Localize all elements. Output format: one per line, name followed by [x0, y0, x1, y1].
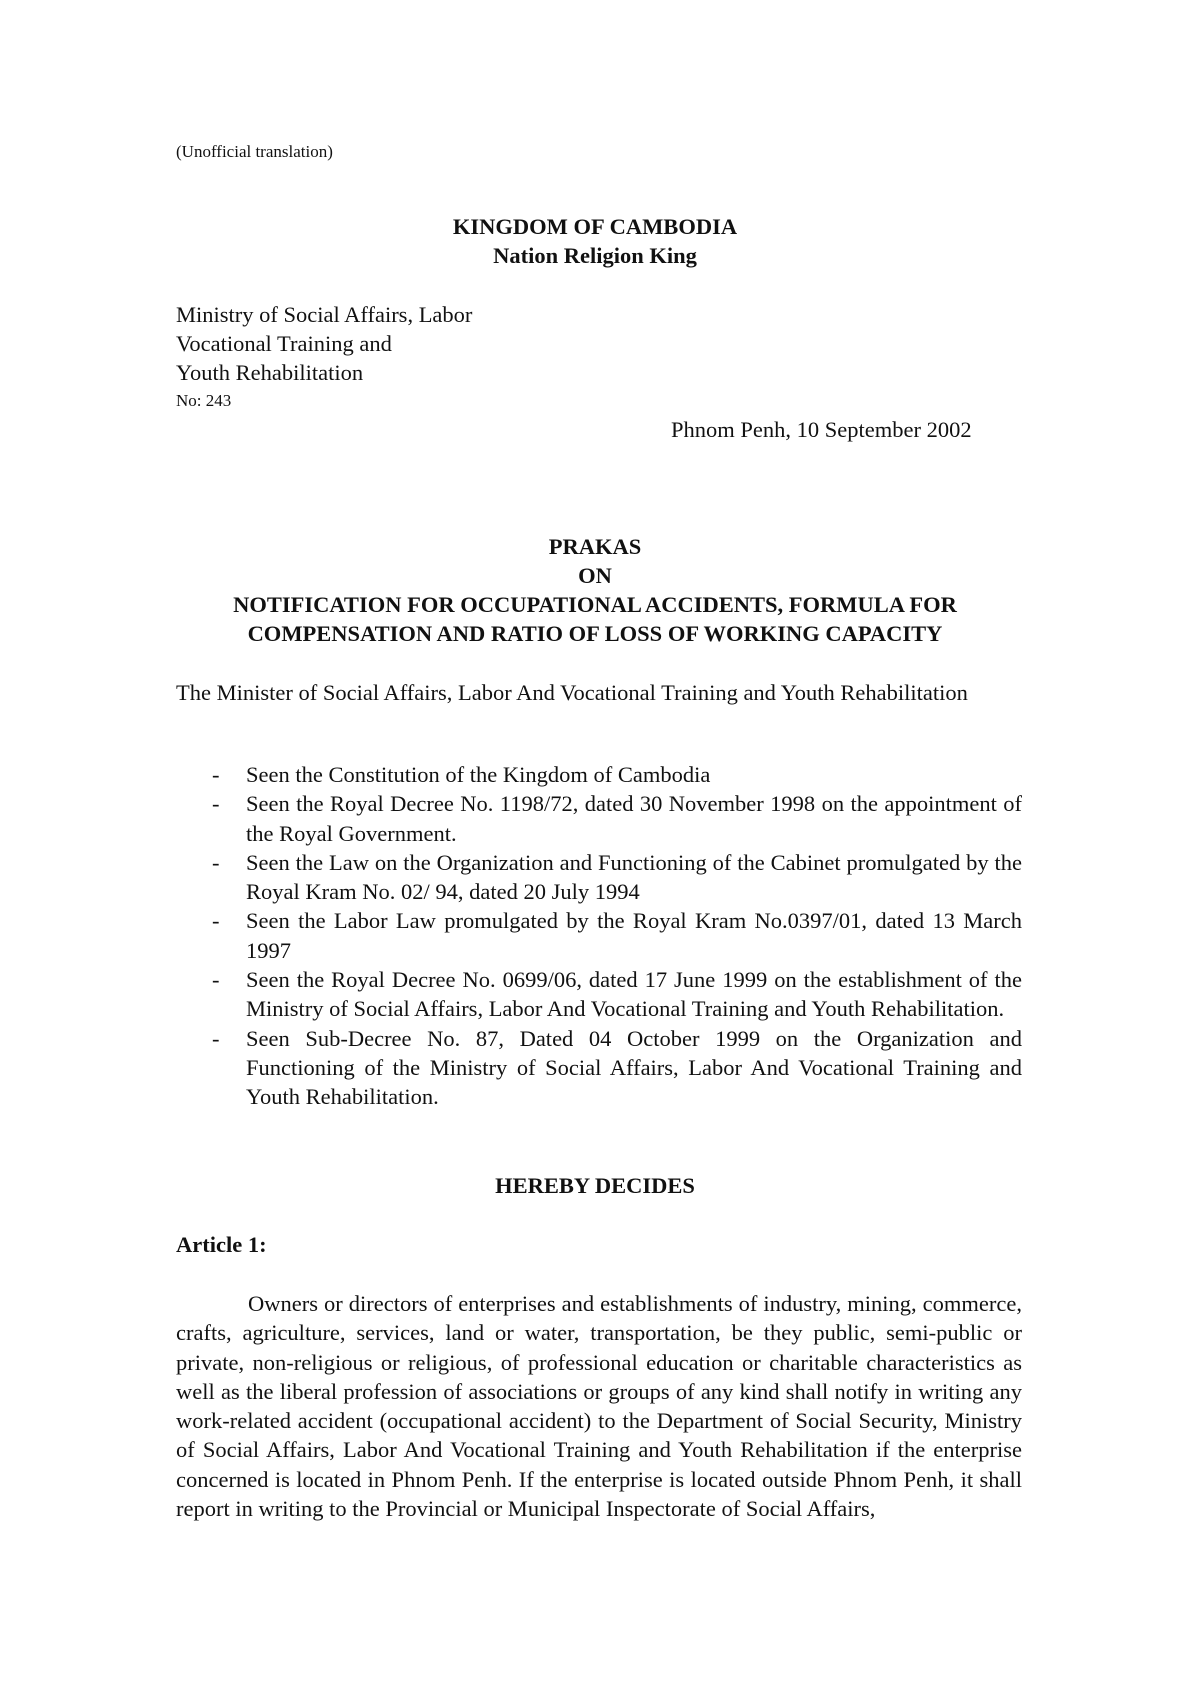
ministry-line-1: Ministry of Social Affairs, Labor — [176, 302, 473, 327]
list-item: - Seen the Royal Decree No. 0699/06, dated 17 June 1999 on the establishment of the Ministry of Social Affairs, Labor And Vocational Training and Youth Rehabilitation. — [212, 967, 1022, 1022]
title-subject-line-1: NOTIFICATION FOR OCCUPATIONAL ACCIDENTS, FORMULA FOR — [233, 592, 957, 617]
list-item: - Seen Sub-Decree No. 87, Dated 04 October 1999 on the Organization and Functioning of the Ministry of Social Affairs, Labor And Vocational Training and Youth Rehabilitation. — [212, 1025, 1022, 1110]
title-on: ON — [578, 563, 612, 588]
list-item: - Seen the Royal Decree No. 1198/72, dated 30 November 1998 on the appointment of the Royal Government. — [212, 791, 1022, 846]
seen-list — [176, 760, 1022, 1112]
place-and-date: Phnom Penh, 10 September 2002 — [671, 417, 972, 442]
list-item: - Seen the Law on the Organization and Functioning of the Cabinet promulgated by the Royal Kram No. 02/ 94, dated 20 July 1994 — [212, 849, 1022, 905]
title-subject-line-2: COMPENSATION AND RATIO OF LOSS OF WORKING CAPACITY — [247, 621, 943, 646]
list-item: - Seen the Constitution of the Kingdom of Cambodia — [212, 762, 711, 787]
list-item: - Seen the Labor Law promulgated by the Royal Kram No.0397/01, dated 13 March 1997 — [212, 908, 1022, 963]
national-motto: Nation Religion King — [493, 243, 697, 268]
preamble: The Minister of Social Affairs, Labor And Vocational Training and Youth Rehabilitation — [176, 680, 968, 705]
ministry-line-2: Vocational Training and — [176, 331, 392, 356]
ministry-block — [176, 300, 472, 387]
kingdom-heading: KINGDOM OF CAMBODIA — [452, 214, 738, 239]
ministry-line-3: Youth Rehabilitation — [176, 360, 364, 385]
article-1-body: Owners or directors of enterprises and establishments of industry, mining, commerce, crafts, agriculture, services, land or water, transportation, be they public, semi-public or private, non-religious or religious, of professional education or charitable characteristics as well as the liberal profession of associations or groups of any kind shall notify in writing any work-related accident (occupational accident) to the Department of Social Security, Ministry of Social Affairs, Labor And Vocational Training and Youth Rehabilitation if the enterprise concerned is located in Phnom Penh. If the enterprise is located outside Phnom Penh, it shall report in writing to the Provincial or Municipal Inspectorate of Social Affairs, — [176, 1291, 1022, 1522]
reference-number: No: 243 — [176, 391, 232, 410]
title-prakas: PRAKAS — [548, 534, 642, 559]
decides-heading: HEREBY DECIDES — [495, 1173, 695, 1198]
article-1-heading: Article 1: — [176, 1232, 267, 1257]
translation-note: (Unofficial translation) — [176, 142, 333, 161]
